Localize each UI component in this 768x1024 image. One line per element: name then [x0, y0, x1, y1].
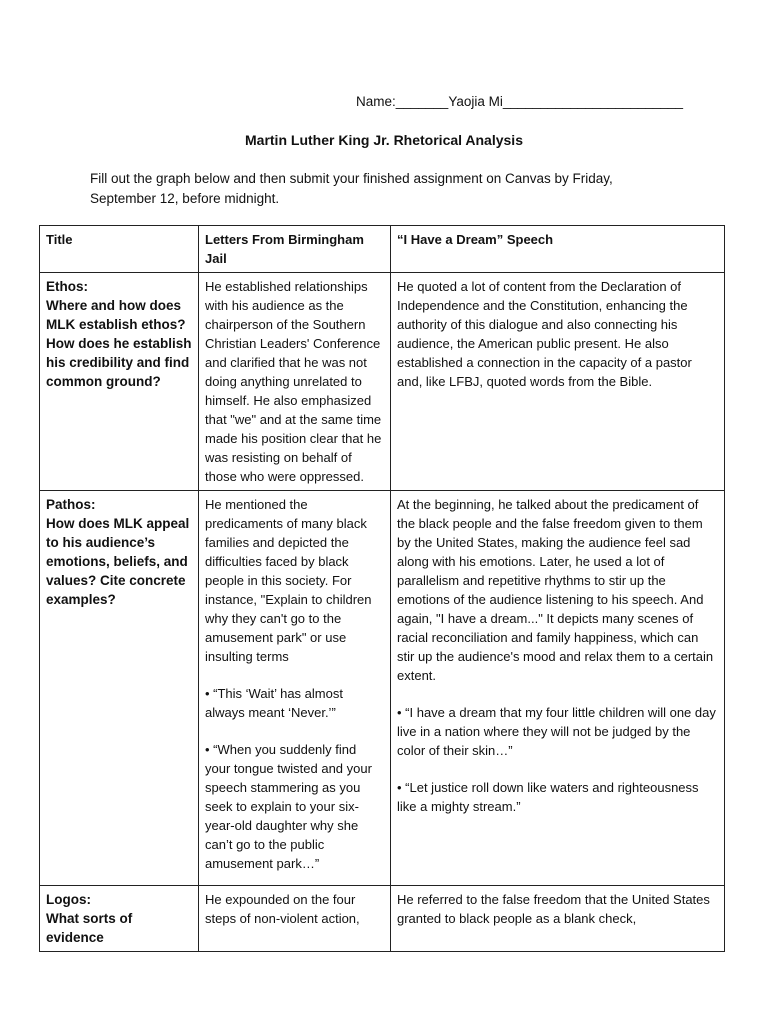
ethos-question: Where and how does MLK establish ethos? How does he establish his credibility and find common ground? — [46, 298, 192, 389]
logos-label-cell — [40, 886, 199, 952]
pathos-letters-cell — [199, 491, 391, 886]
ethos-speech-cell: He quoted a lot of content from the Declaration of Independence and the Constitution, enhancing the authority of this dialogue and also connecting his audience, the American public present. He also established a connection in the capacity of a pastor and, like LFBJ, quoted words from the Bible. — [391, 273, 725, 491]
column-header-letters: Letters From Birmingham Jail — [199, 226, 391, 273]
table-row-logos — [40, 886, 725, 952]
student-name-line: Name:_______Yaojia Mi________________________ — [356, 94, 684, 109]
rhetorical-analysis-table — [39, 225, 725, 952]
column-header-speech: “I Have a Dream” Speech — [391, 226, 725, 273]
ethos-label: Ethos: — [46, 279, 88, 294]
ethos-letters-cell: He established relationships with his audience as the chairperson of the Southern Christian Leaders' Conference and clarified that he was not doing anything unrelated to himself. He also emphasized that "we" and at the same time made his position clear that he was resisting on behalf of those who were oppressed. — [199, 273, 391, 491]
logos-letters-cell: He expounded on the four steps of non-violent action, — [199, 886, 391, 952]
pathos-speech-quote-2: • “Let justice roll down like waters and righteousness like a mighty stream.” — [397, 780, 699, 814]
table-row-ethos — [40, 273, 725, 491]
table-header-row — [40, 226, 725, 273]
pathos-label-cell — [40, 491, 199, 886]
pathos-speech-cell — [391, 491, 725, 886]
ethos-label-cell — [40, 273, 199, 491]
pathos-speech-text: At the beginning, he talked about the predicament of the black people and the false freedom given to them by the United States, making the audience feel sad along with his emotions. Later, he used a lot of parallelism and repetitive rhythms to stir up the emotions of the audience listening to his speech. And again, "I have a dream..." It depicts many scenes of racial reconciliation and family happiness, which can stir up the audience's mood and relax them to a certain extent. — [397, 497, 714, 683]
table-row-pathos — [40, 491, 725, 886]
pathos-question: How does MLK appeal to his audience’s emotions, beliefs, and values? Cite concrete examples? — [46, 516, 190, 607]
logos-label: Logos: — [46, 892, 91, 907]
pathos-letters-text: He mentioned the predicaments of many black families and depicted the difficulties faced by black people in this society. For instance, "Explain to children why they can't go to the amusement park" or use insulting terms — [205, 497, 372, 664]
document-title: Martin Luther King Jr. Rhetorical Analysis — [245, 132, 523, 148]
pathos-letters-quote-1: • “This ‘Wait’ has almost always meant ‘Never.’” — [205, 686, 343, 720]
logos-speech-cell: He referred to the false freedom that the United States granted to black people as a blank check, — [391, 886, 725, 952]
pathos-letters-quote-2: • “When you suddenly find your tongue twisted and your speech stammering as you seek to explain to your six-year-old daughter why she can’t go to the public amusement park…” — [205, 742, 372, 871]
pathos-speech-quote-1: • “I have a dream that my four little children will one day live in a nation where they will not be judged by the color of their skin…” — [397, 705, 716, 758]
column-header-title: Title — [40, 226, 199, 273]
assignment-instructions: Fill out the graph below and then submit your finished assignment on Canvas by Friday, September 12, before midnight. — [90, 171, 613, 206]
logos-question: What sorts of evidence — [46, 911, 133, 945]
pathos-label: Pathos: — [46, 497, 96, 512]
